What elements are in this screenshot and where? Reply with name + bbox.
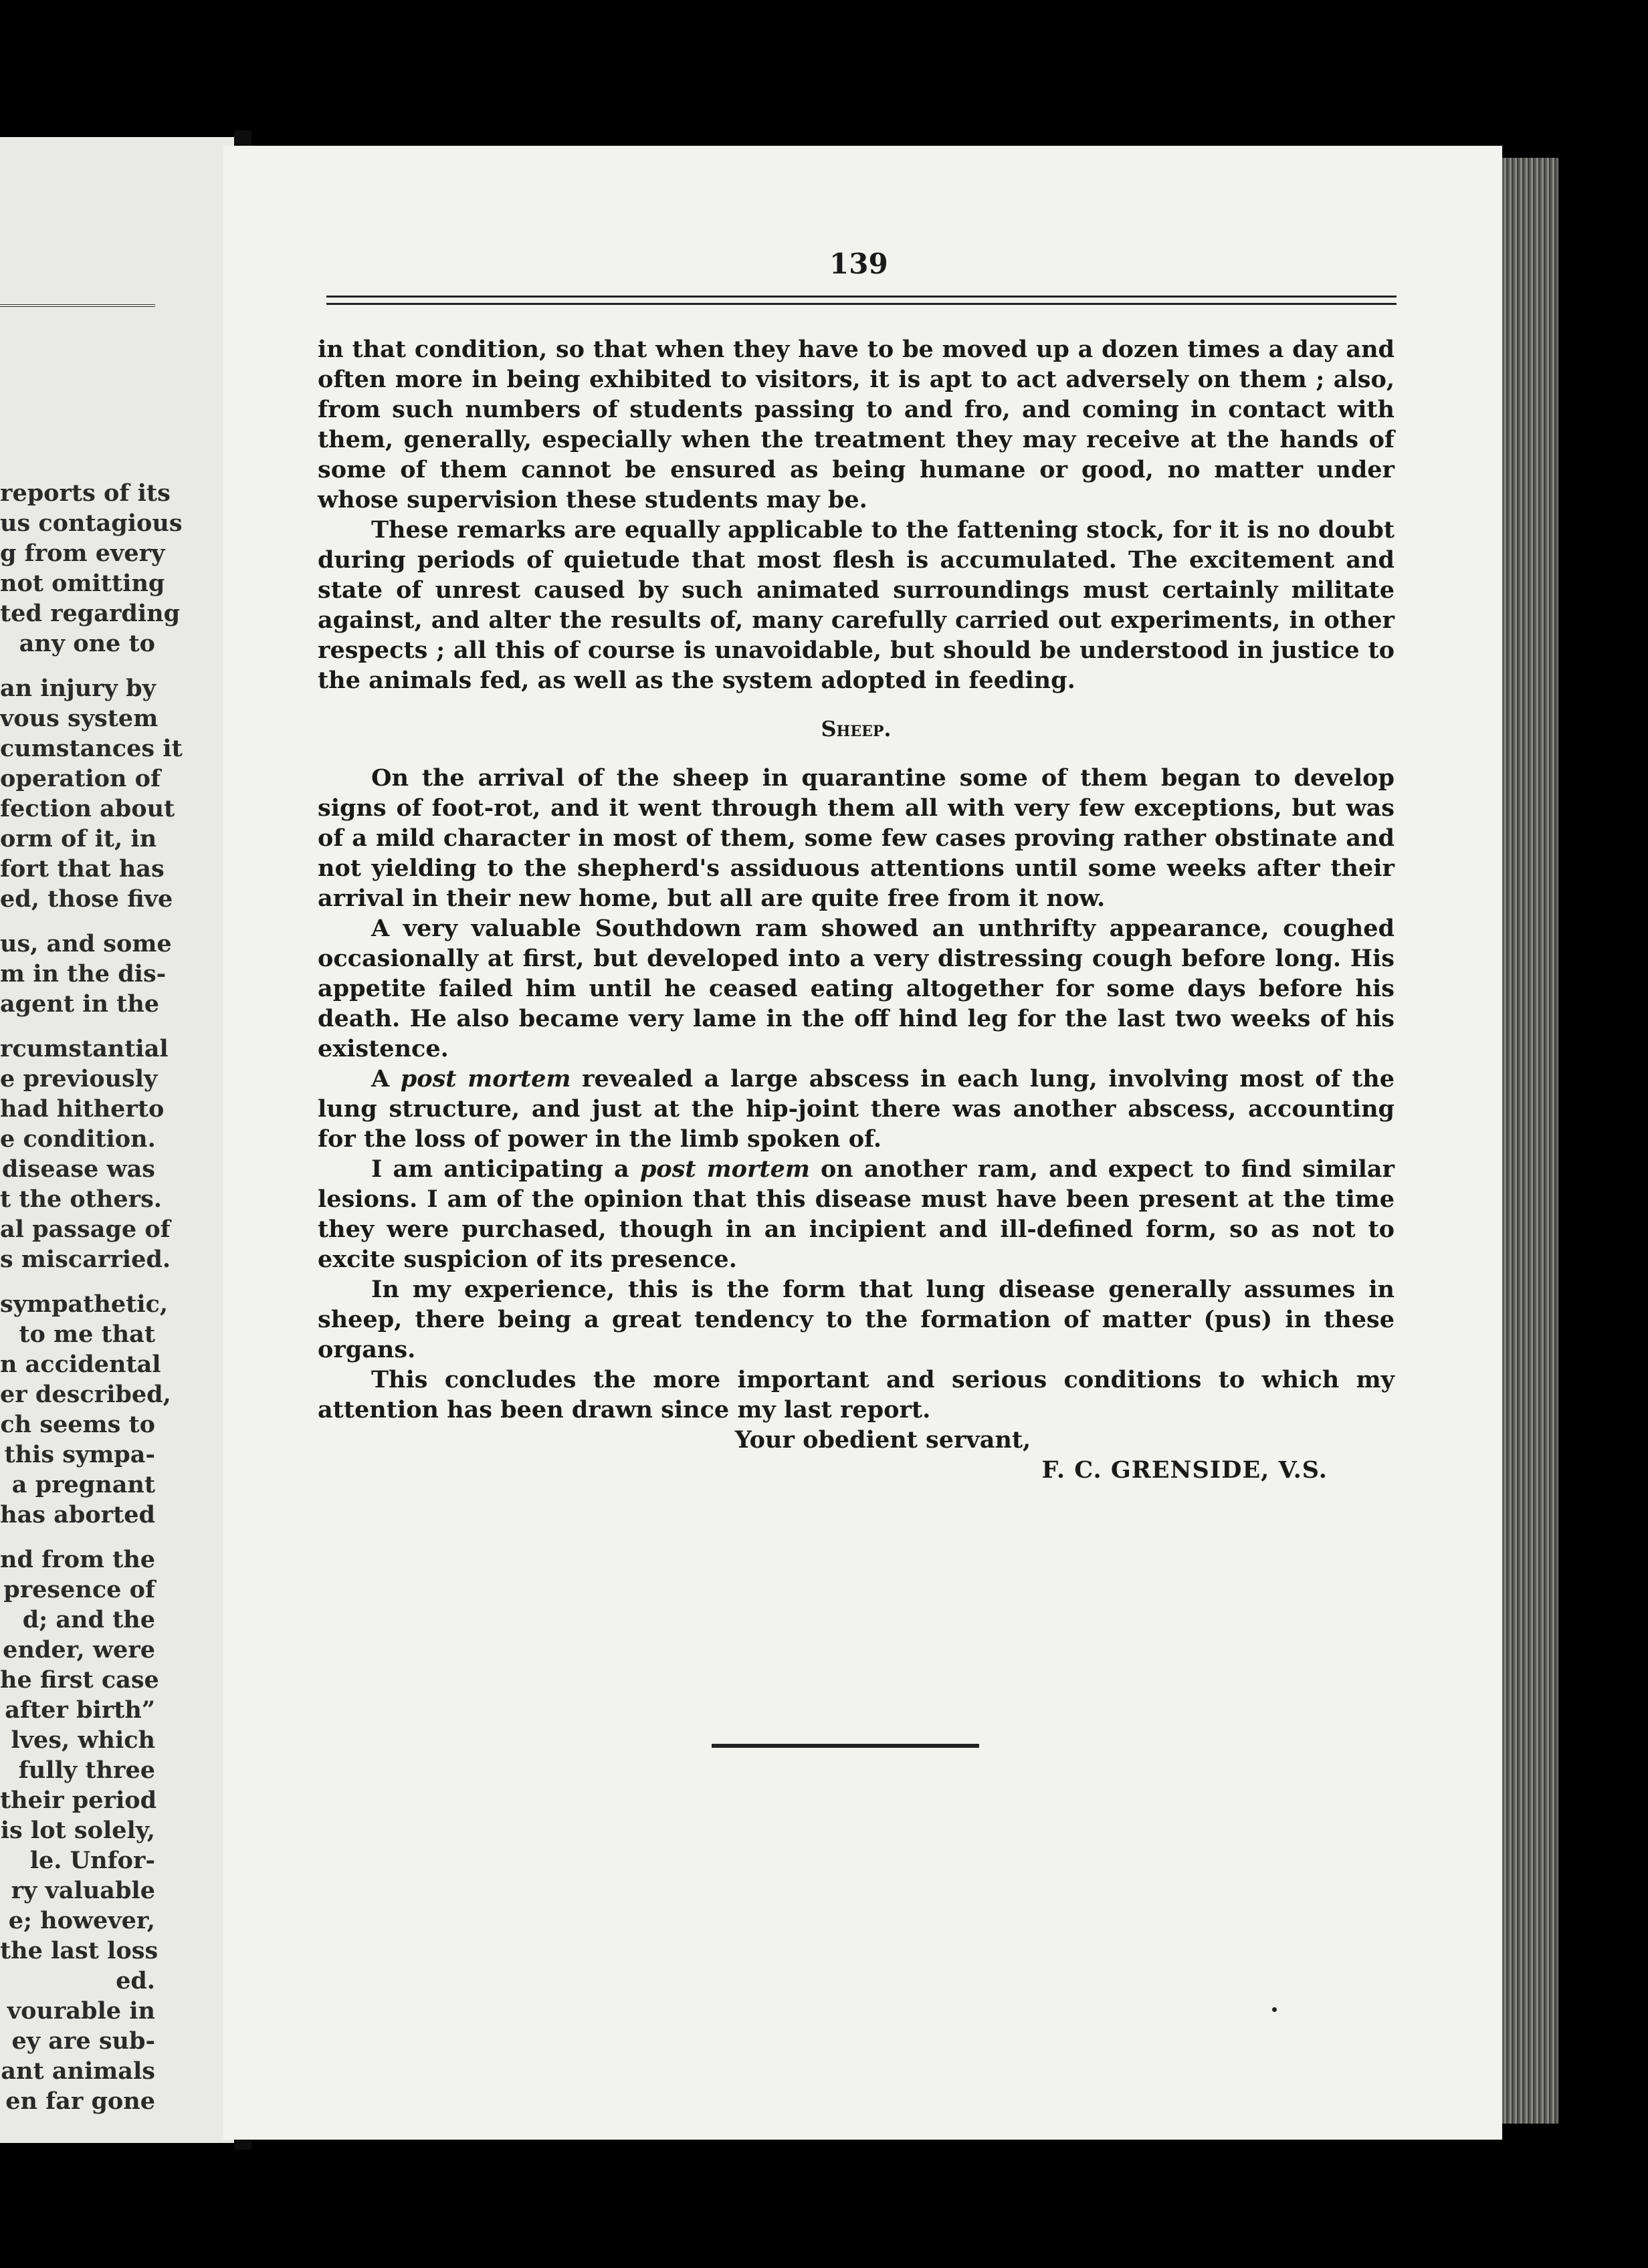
end-rule	[712, 1744, 979, 1748]
body-text	[318, 334, 1395, 1485]
left-page-line: ch seems to	[0, 1411, 155, 1438]
left-page-line: fully three	[18, 1756, 155, 1784]
header-rule	[326, 296, 1397, 305]
left-page-line: operation of	[0, 765, 161, 792]
left-page-line	[0, 1530, 155, 1545]
left-page-line: e previously	[0, 1065, 158, 1093]
left-page-line: m in the dis-	[0, 960, 167, 988]
signature: F. C. GRENSIDE, V.S.	[1041, 1456, 1328, 1484]
left-page-line: er described,	[0, 1381, 171, 1408]
left-page-line: ey are sub-	[11, 2027, 155, 2055]
left-page-line	[0, 914, 155, 929]
left-page-line: sympathetic,	[0, 1290, 169, 1318]
closing: Your obedient servant,	[734, 1426, 1031, 1454]
left-page-line: orm of it, in	[0, 825, 157, 853]
left-page-line: ry valuable	[11, 1877, 155, 1904]
left-page-line: g from every	[0, 540, 165, 567]
paragraph-foot-rot: On the arrival of the sheep in quarantine some of them began to develop signs of foot-rot, and it went through them all with very few exceptions, but was of a mild character in most of them, some few cases proving rather obstinate and not yielding to the shepherd's assiduous attentions until some weeks after their arrival in their new home, but all are quite free from it now.	[318, 764, 1395, 912]
paragraph-concludes: This concludes the more important and serious conditions to which my attention has been drawn since my last report.	[318, 1366, 1395, 1424]
left-facing-page	[0, 137, 234, 2143]
left-page-line: ed.	[116, 1967, 155, 1995]
left-page-line: ender, were	[3, 1636, 155, 1664]
left-page-line: al passage of	[0, 1216, 171, 1243]
left-page-line: after birth”	[5, 1696, 155, 1724]
left-page-line: us contagious	[0, 509, 183, 537]
paragraph-post-mortem: A post mortem revealed a large abscess in each lung, involving most of the lung structure, and just at the hip-joint there was another abscess, accounting for the loss of power in the limb spoken of.	[318, 1065, 1395, 1153]
left-page-line: d; and the	[22, 1606, 155, 1633]
left-page-line: their period	[0, 1787, 157, 1814]
left-page-line: rcumstantial	[0, 1035, 169, 1062]
left-page-line: any one to	[19, 630, 155, 657]
left-page-line: fort that has	[0, 855, 165, 883]
left-page-line: to me that	[19, 1321, 155, 1348]
left-page-line: is lot solely,	[0, 1817, 155, 1844]
left-page-line: reports of its	[0, 479, 171, 507]
left-page-line: disease was	[1, 1155, 155, 1183]
left-page-line: ed, those five	[0, 885, 173, 913]
left-page-line: cumstances it	[0, 735, 183, 762]
paragraph-anticipating: I am anticipating a post mortem on another ram, and expect to find similar lesions. I am of the opinion that this disease must have been present at the time they were purchased, though in an incipient and ill-defined form, so as not to excite suspicion of its presence.	[318, 1155, 1395, 1273]
left-page-line: s miscarried.	[0, 1246, 171, 1273]
left-page-rule	[0, 304, 155, 307]
left-page-line: le. Unfor-	[29, 1847, 155, 1874]
left-page-line: an injury by	[0, 675, 156, 702]
left-page-line: the last loss	[0, 1937, 159, 1964]
left-page-line: t the others.	[0, 1185, 162, 1213]
left-page-line	[0, 1019, 155, 1034]
left-page-line	[0, 659, 155, 673]
paragraph-southdown-ram: A very valuable Southdown ram showed an unthrifty appearance, coughed occasionally at first, but developed into a very distressing cough before long. His appetite failed him until he ceased eating altogether for some days before his death. He also became very lame in the off hind leg for the last two weeks of his existence.	[318, 915, 1395, 1062]
paragraph-fattening-stock: These remarks are equally applicable to the fattening stock, for it is no doubt during periods of quietude that most flesh is accumulated. The excitement and state of unrest caused by such animated surroundings must certainly militate against, and alter the results of, many carefully carried out experiments, in other respects ; all this of course is unavoidable, but should be understood in justice to the animals fed, as well as the system adopted in feeding.	[318, 516, 1395, 694]
left-page-line: a pregnant	[11, 1471, 155, 1498]
left-page-line: not omitting	[0, 570, 165, 597]
left-page-text	[0, 478, 183, 2116]
left-page-line: vourable in	[7, 1997, 155, 2025]
left-page-line: had hitherto	[0, 1095, 165, 1123]
left-page-line: vous system	[0, 705, 159, 732]
paragraph-continued: in that condition, so that when they have to be moved up a dozen times a day and often more in being exhibited to visitors, it is apt to act adversely on them ; also, from such numbers of students passing to and fro, and coming in contact with them, generally, especially when the treatment they may receive at the hands of some of them cannot be ensured as being humane or good, no matter under whose supervision these students may be.	[318, 336, 1395, 514]
left-page-line: lves, which	[11, 1726, 155, 1754]
left-page-line: agent in the	[0, 990, 160, 1018]
left-page-line: presence of	[3, 1576, 155, 1603]
left-page-line: ted regarding	[0, 600, 181, 627]
left-page-line	[0, 1274, 155, 1289]
left-page-line: he first case	[0, 1666, 159, 1694]
left-page-line: has aborted	[0, 1501, 155, 1528]
left-page-line: us, and some	[0, 930, 172, 957]
left-page-line: fection about	[0, 795, 175, 822]
page-number: 139	[829, 247, 888, 280]
paragraph-experience: In my experience, this is the form that lung disease generally assumes in sheep, there being a great tendency to the formation of matter (pus) in these organs.	[318, 1276, 1395, 1363]
left-page-line: ant animals	[1, 2057, 155, 2085]
section-heading-sheep: Sheep.	[821, 716, 892, 742]
speck	[1272, 2007, 1277, 2012]
left-page-line: en far gone	[5, 2087, 155, 2115]
left-page-line: this sympa-	[4, 1441, 155, 1468]
page-edges	[1502, 158, 1558, 2124]
left-page-line: e condition.	[0, 1125, 156, 1153]
left-page-line: nd from the	[0, 1546, 156, 1573]
left-page-line: e; however,	[8, 1907, 155, 1934]
left-page-line: n accidental	[0, 1351, 161, 1378]
